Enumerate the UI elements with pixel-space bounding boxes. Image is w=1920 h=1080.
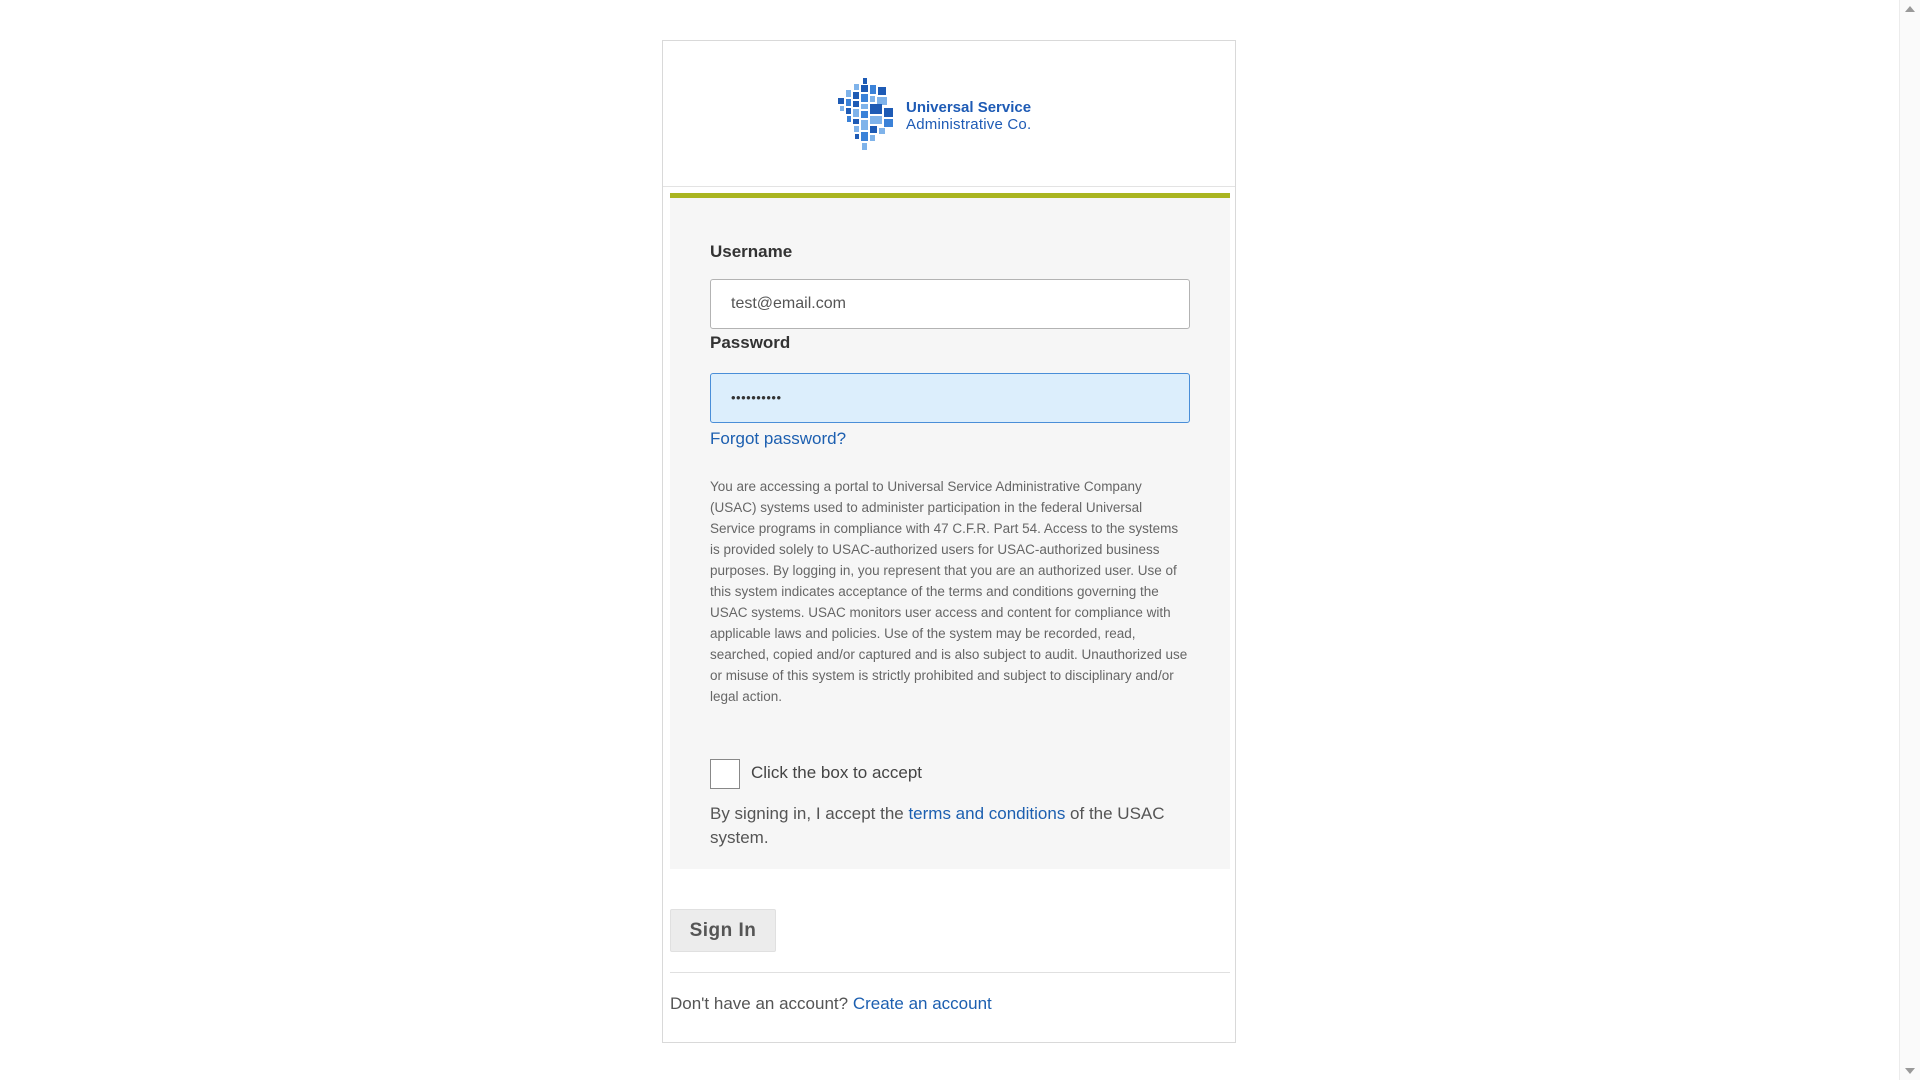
username-label: Username [710,242,793,261]
accept-checkbox[interactable] [710,759,740,789]
password-input[interactable]: •••••••••• [710,373,1190,423]
logo-header [663,41,1235,187]
login-form [670,198,1230,869]
terms-and-conditions-link[interactable]: terms and conditions [908,804,1066,823]
logo-line-1: Universal Service [906,99,1032,116]
login-card [662,40,1236,1043]
terms-suffix: of the USAC system. [710,804,1165,847]
signup-prompt [670,994,992,1014]
logo-text [906,99,1031,133]
terms-prefix: By signing in, I accept the [710,804,909,823]
sign-in-button[interactable]: Sign In [670,909,776,952]
create-account-link[interactable]: Create an account [852,994,992,1013]
terms-statement [710,802,1180,850]
username-input[interactable]: test@email.com [710,279,1190,329]
forgot-password-link[interactable]: Forgot password? [710,429,847,448]
page-scrollbar[interactable] [1899,0,1920,1080]
logo-line-2: Administrative Co. [906,116,1032,133]
divider [670,972,1230,973]
disclaimer-text: You are accessing a portal to Universal Service Administrative Company (USAC) systems used to administer participation in the federal Universal Service programs in compliance with 47 C.F.R. Part 54. Access to the systems is provided solely to USAC-authorized users for USAC-authorized business purposes. By logging in, you represent that you are an authorized user. Use of this system indicates acceptance of the terms and conditions governing the USAC systems. USAC monitors user access and content for compliance with applicable laws and policies. Use of the system may be recorded, read, searched, copied and/or captured and is also subject to audit. Unauthorized use or misuse of this system is strictly prohibited and subject to disciplinary and/or legal action. [710,479,1188,704]
usac-logo [837,78,1037,152]
accept-checkbox-label[interactable]: Click the box to accept [751,763,923,782]
signup-prompt-text: Don't have an account? [670,994,853,1013]
scroll-down-icon[interactable] [1905,1068,1915,1074]
usac-logo-icon [837,78,901,152]
scroll-up-icon[interactable] [1905,6,1915,12]
password-label: Password [710,333,791,352]
